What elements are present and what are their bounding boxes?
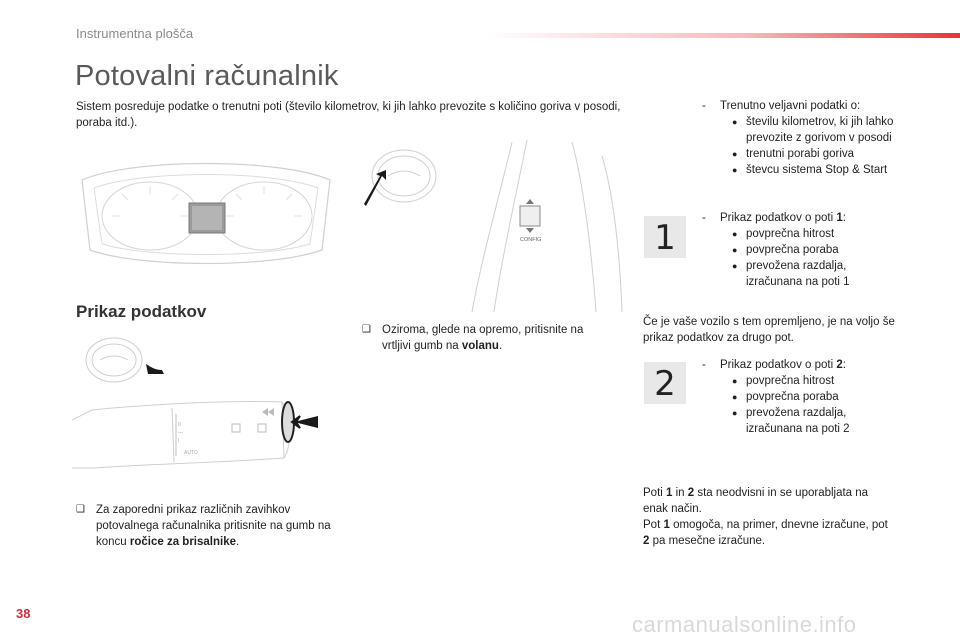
list-item: ● trenutni porabi goriva	[732, 146, 902, 162]
current-data-block: - Trenutno veljavni podatki o: ● številu kilometrov, ki jih lahko prevozite z gorivom v posodi ● trenutni porabi goriva ● števcu sistema Stop & Start	[702, 98, 902, 178]
instruction-marker-icon: ❑	[76, 504, 85, 515]
optional-trip-note: Če je vaše vozilo s tem opremljeno, je na voljo še prikaz podatkov za drugo pot.	[643, 316, 895, 344]
list-item: ● povprečna poraba	[732, 242, 902, 258]
trip-1-icon: 1	[644, 216, 686, 258]
header-section-title: Instrumentna plošča	[76, 26, 194, 41]
list-item: ● števcu sistema Stop & Start	[732, 162, 902, 178]
trip-2-block: - Prikaz podatkov o poti 2: ● povprečna hitrost ● povprečna poraba ● prevožena razdalja, izračunana na poti 2	[702, 357, 902, 437]
list-item: ● prevožena razdalja, izračunana na poti 2	[732, 405, 902, 437]
section-heading: Prikaz podatkov	[76, 302, 207, 321]
svg-text:0: 0	[178, 422, 181, 428]
list-item: ● številu kilometrov, ki jih lahko prevozite z gorivom v posodi	[732, 114, 902, 146]
current-data-heading: Trenutno veljavni podatki o:	[720, 100, 861, 112]
wiper-stalk-illustration	[72, 330, 340, 472]
header-accent-bar	[480, 33, 960, 38]
config-label: CONFIG	[520, 237, 542, 243]
trips-independence-note: Poti 1 in 2 sta neodvisni in se uporabljata na enak način. Pot 1 omogoča, na primer, dnevne izračune, pot 2 pa mesečne izračune.	[643, 487, 888, 547]
trip-1-block: - Prikaz podatkov o poti 1: ● povprečna hitrost ● povprečna poraba ● prevožena razdalja, izračunana na poti 1	[702, 210, 902, 290]
auto-label: AUTO	[184, 450, 198, 456]
steering-wheel-term: volanu	[461, 340, 499, 352]
steering-instruction: ❑ Oziroma, glede na opremo, pritisnite na vrtljivi gumb na volanu.	[362, 324, 584, 352]
list-item: ● povprečna poraba	[732, 389, 902, 405]
wiper-stalk-term: ročice za brisalnike	[129, 536, 237, 548]
svg-text:I: I	[178, 438, 180, 444]
list-item: ● povprečna hitrost	[732, 226, 902, 242]
page-title: Potovalni računalnik	[75, 60, 339, 92]
page-number: 38	[16, 606, 31, 621]
steering-wheel-illustration	[352, 136, 624, 314]
list-item: ● prevožena razdalja, izračunana na poti 1	[732, 258, 902, 290]
instruction-marker-icon: ❑	[362, 324, 371, 335]
trip-2-icon: 2	[644, 362, 686, 404]
list-item: ● povprečna hitrost	[732, 373, 902, 389]
watermark: carmanualsonline.info	[632, 612, 857, 637]
svg-text:—: —	[178, 430, 183, 436]
stalk-instruction: ❑ Za zaporedni prikaz različnih zavihkov potovalnega računalnika pritisnite na gumb na koncu ročice za brisalnike.	[76, 504, 331, 548]
intro-paragraph: Sistem posreduje podatke o trenutni poti (število kilometrov, ki jih lahko prevozite s količino goriva v posodi, poraba itd.).	[76, 101, 621, 129]
instrument-cluster-illustration	[72, 150, 340, 270]
